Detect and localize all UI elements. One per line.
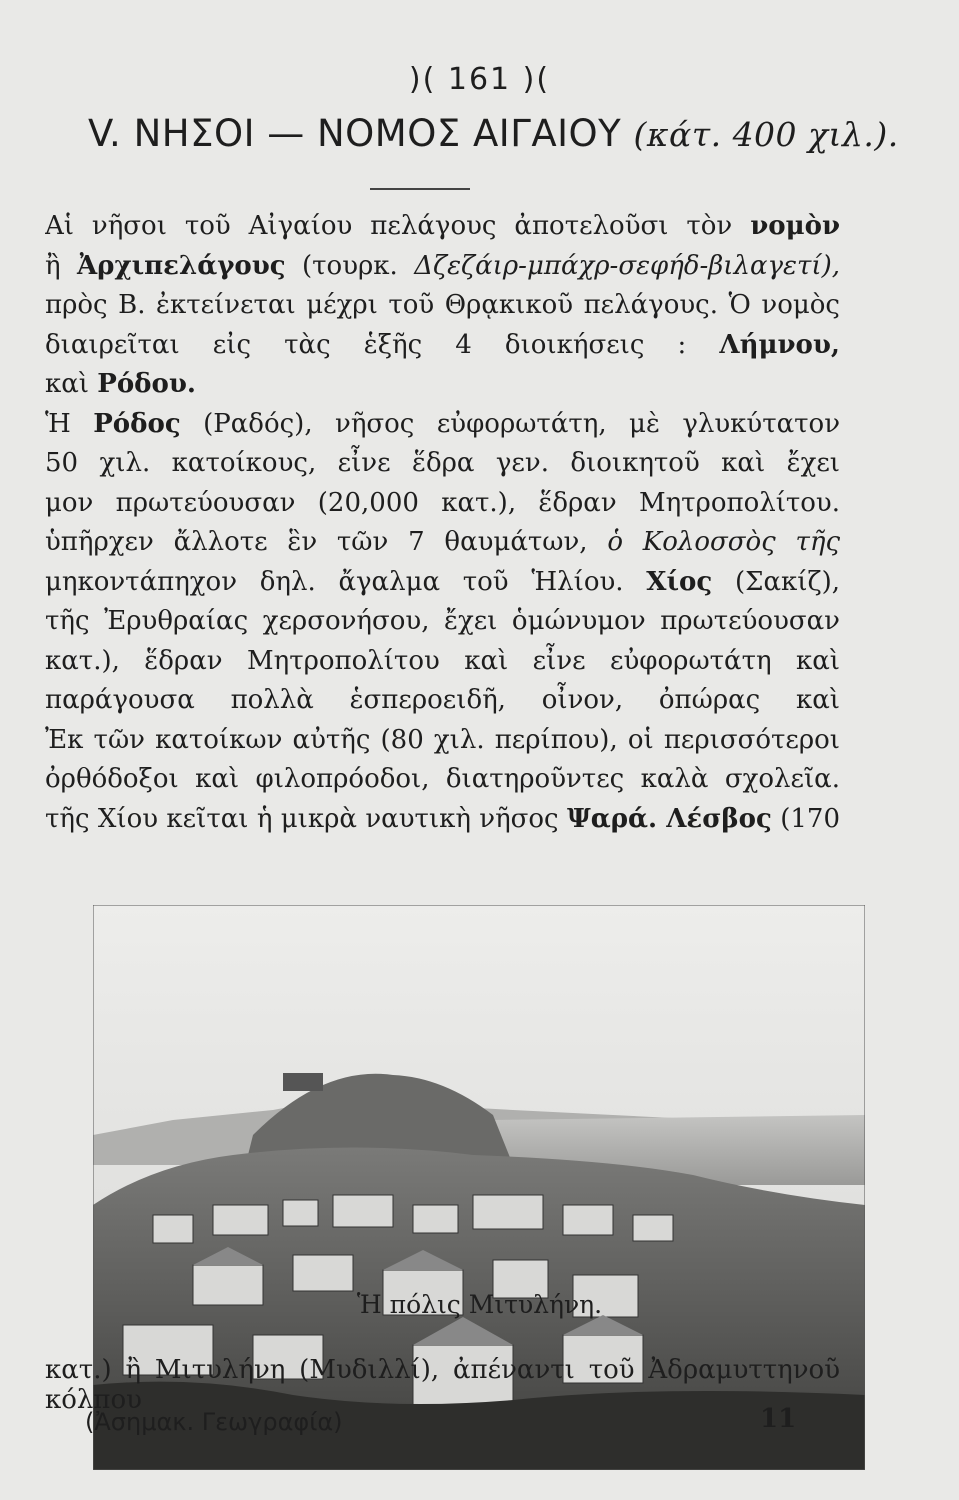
bold-term: Ρόδος bbox=[93, 408, 181, 439]
bold-term: Λήμνου, bbox=[719, 329, 840, 360]
text-line: καὶ Ρόδου. bbox=[45, 369, 196, 399]
text-line: 50 χιλ. κατοίκους, εἶνε ἕδρα γεν. διοικητοῦ καὶ ἔχει bbox=[45, 448, 840, 478]
body-paragraph bbox=[45, 207, 840, 839]
heading-main: V. ΝΗΣΟΙ — ΝΟΜΟΣ ΑΙΓΑΙΟΥ bbox=[88, 112, 634, 155]
italic-term: ὁ Κολοσσὸς τῆς bbox=[607, 527, 840, 557]
text-line: πρὸς Β. ἐκτείνεται μέχρι τοῦ Θρᾳκικοῦ πελάγους. Ὁ νομὸς bbox=[45, 290, 840, 320]
heading-area: (κάτ. 400 χιλ.). bbox=[633, 115, 899, 154]
text-line: τῆς Ἐρυθραίας χερσονήσου, ἔχει ὁμώνυμον πρωτεύουσαν bbox=[45, 606, 840, 636]
text-line: ὀρθόδοξοι καὶ φιλοπρόοδοι, διατηροῦντες καλὰ σχολεῖα. bbox=[45, 764, 840, 794]
text-line: παράγουσα πολλὰ ἑσπεροειδῆ, οἶνον, ὀπώρας καὶ bbox=[45, 685, 840, 715]
bold-term: νομὸν bbox=[750, 211, 840, 241]
text-line: ἢ Ἀρχιπελάγους (τουρκ. Δζεζάιρ-μπάχρ-σεφήδ-βιλαγετί), bbox=[45, 250, 840, 281]
text-line: διαιρεῖται εἰς τὰς ἑξῆς 4 διοικήσεις : Λήμνου, bbox=[45, 326, 840, 366]
bold-term: Ψαρά. Λέσβος bbox=[567, 803, 772, 834]
continuation-line: κατ.) ἢ Μιτυλήνη (Μυδιλλί), ἀπέναντι τοῦ Ἀδραμυττηνοῦ κόλπου bbox=[45, 1355, 840, 1415]
page-number: )( 161 )( bbox=[408, 62, 551, 97]
text-line: ὑπῆρχεν ἄλλοτε ἓν τῶν 7 θαυμάτων, ὁ Κολοσσὸς τῆς bbox=[45, 523, 840, 563]
text-line: μον πρωτεύουσαν (20,000 κατ.), ἕδραν Μητροπολίτου. bbox=[45, 487, 840, 518]
text-line: Ἡ Ρόδος (Ραδός), νῆσος εὐφορωτάτη, μὲ γλυκύτατον bbox=[45, 408, 840, 439]
bold-term: Ρόδου. bbox=[97, 369, 196, 399]
bold-term: Ἀρχιπελάγους bbox=[77, 250, 286, 281]
heading-divider bbox=[370, 188, 470, 190]
text-line: τῆς Χίου κεῖται ἡ μικρὰ ναυτικὴ νῆσος Ψαρά. Λέσβος (170 bbox=[45, 803, 840, 834]
photo-caption: Ἡ πόλις Μιτυλήνη. bbox=[356, 1290, 603, 1319]
text-line: Ἐκ τῶν κατοίκων αὐτῆς (80 χιλ. περίπου), οἱ περισσότεροι bbox=[45, 724, 840, 755]
section-heading bbox=[88, 112, 899, 155]
footer-signature-number: 11 bbox=[760, 1404, 797, 1434]
footer-book-title: (Ἀσημακ. Γεωγραφία) bbox=[85, 1408, 343, 1436]
bold-term: Χίος bbox=[646, 566, 713, 597]
text-line: κατ.), ἕδραν Μητροπολίτου καὶ εἶνε εὐφορωτάτη καὶ bbox=[45, 645, 840, 676]
italic-term: Δζεζάιρ-μπάχρ-σεφήδ-βιλαγετί), bbox=[414, 250, 840, 281]
text-line: μηκοντάπηχον δηλ. ἄγαλμα τοῦ Ἡλίου. Χίος (Σακίζ), bbox=[45, 566, 840, 597]
text-line: Αἱ νῆσοι τοῦ Αἰγαίου πελάγους ἀποτελοῦσι τὸν νομὸν bbox=[45, 207, 840, 247]
